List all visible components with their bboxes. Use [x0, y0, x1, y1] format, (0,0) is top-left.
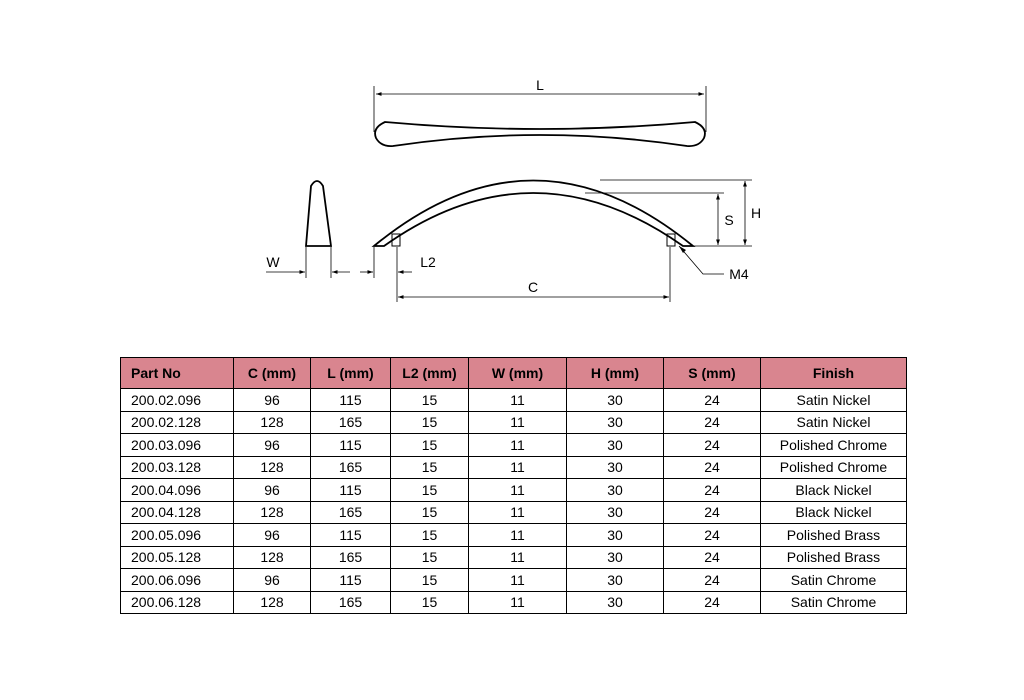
dimension-w-label: W [266, 254, 280, 270]
header-finish: Finish [761, 358, 907, 389]
dimension-l2-label: L2 [420, 254, 436, 270]
cell-c: 96 [234, 524, 311, 547]
table-row [121, 389, 907, 412]
cell-s: 24 [664, 434, 761, 457]
cell-s: 24 [664, 389, 761, 412]
cell-l: 115 [311, 479, 391, 502]
header-c: C (mm) [234, 358, 311, 389]
table-row [121, 479, 907, 502]
cell-l: 165 [311, 456, 391, 479]
cell-w: 11 [469, 434, 567, 457]
cell-l: 115 [311, 434, 391, 457]
cell-part-no: 200.05.128 [121, 546, 234, 569]
cell-s: 24 [664, 411, 761, 434]
cell-s: 24 [664, 501, 761, 524]
technical-drawing [0, 0, 1024, 340]
handle-end-view [266, 181, 350, 278]
cell-w: 11 [469, 546, 567, 569]
cell-s: 24 [664, 569, 761, 592]
handle-side-view [360, 180, 761, 302]
table-row [121, 546, 907, 569]
cell-c: 96 [234, 434, 311, 457]
table-row [121, 411, 907, 434]
cell-l2: 15 [391, 591, 469, 614]
cell-finish: Polished Brass [761, 546, 907, 569]
cell-h: 30 [567, 479, 664, 502]
cell-finish: Black Nickel [761, 501, 907, 524]
dimension-s-label: S [724, 212, 734, 228]
cell-part-no: 200.05.096 [121, 524, 234, 547]
cell-s: 24 [664, 456, 761, 479]
cell-w: 11 [469, 456, 567, 479]
cell-c: 96 [234, 389, 311, 412]
table-row [121, 501, 907, 524]
table-row [121, 524, 907, 547]
cell-l2: 15 [391, 479, 469, 502]
cell-c: 96 [234, 479, 311, 502]
cell-w: 11 [469, 389, 567, 412]
cell-finish: Satin Nickel [761, 389, 907, 412]
table-header-row [121, 358, 907, 389]
cell-l2: 15 [391, 524, 469, 547]
cell-h: 30 [567, 546, 664, 569]
cell-l2: 15 [391, 501, 469, 524]
cell-s: 24 [664, 546, 761, 569]
cell-c: 128 [234, 456, 311, 479]
cell-part-no: 200.03.128 [121, 456, 234, 479]
cell-h: 30 [567, 389, 664, 412]
cell-finish: Black Nickel [761, 479, 907, 502]
cell-s: 24 [664, 479, 761, 502]
cell-part-no: 200.03.096 [121, 434, 234, 457]
cell-part-no: 200.06.096 [121, 569, 234, 592]
cell-finish: Satin Chrome [761, 591, 907, 614]
cell-finish: Satin Chrome [761, 569, 907, 592]
cell-c: 96 [234, 569, 311, 592]
cell-l2: 15 [391, 411, 469, 434]
cell-part-no: 200.02.128 [121, 411, 234, 434]
cell-l: 165 [311, 411, 391, 434]
cell-c: 128 [234, 546, 311, 569]
cell-l: 115 [311, 569, 391, 592]
cell-l: 165 [311, 591, 391, 614]
cell-l: 115 [311, 389, 391, 412]
cell-w: 11 [469, 479, 567, 502]
cell-finish: Polished Brass [761, 524, 907, 547]
handle-top-view [374, 77, 706, 146]
cell-l: 115 [311, 524, 391, 547]
cell-h: 30 [567, 434, 664, 457]
cell-h: 30 [567, 569, 664, 592]
dimension-c-label: C [527, 279, 539, 295]
cell-part-no: 200.02.096 [121, 389, 234, 412]
table-row [121, 456, 907, 479]
specification-table [120, 357, 907, 614]
header-l2: L2 (mm) [391, 358, 469, 389]
cell-finish: Polished Chrome [761, 456, 907, 479]
cell-l2: 15 [391, 434, 469, 457]
cell-w: 11 [469, 591, 567, 614]
header-part-no: Part No [121, 358, 234, 389]
cell-h: 30 [567, 501, 664, 524]
cell-c: 128 [234, 411, 311, 434]
cell-h: 30 [567, 456, 664, 479]
table-row [121, 569, 907, 592]
cell-l2: 15 [391, 456, 469, 479]
dimension-h-label: H [750, 205, 762, 221]
header-w: W (mm) [469, 358, 567, 389]
cell-h: 30 [567, 591, 664, 614]
header-s: S (mm) [664, 358, 761, 389]
cell-s: 24 [664, 591, 761, 614]
cell-part-no: 200.06.128 [121, 591, 234, 614]
cell-part-no: 200.04.128 [121, 501, 234, 524]
cell-h: 30 [567, 524, 664, 547]
cell-l2: 15 [391, 546, 469, 569]
cell-part-no: 200.04.096 [121, 479, 234, 502]
table-row [121, 591, 907, 614]
cell-h: 30 [567, 411, 664, 434]
header-l: L (mm) [311, 358, 391, 389]
table-row [121, 434, 907, 457]
cell-l: 165 [311, 546, 391, 569]
cell-c: 128 [234, 501, 311, 524]
cell-w: 11 [469, 411, 567, 434]
cell-l2: 15 [391, 569, 469, 592]
header-h: H (mm) [567, 358, 664, 389]
dimension-l-label: L [536, 77, 544, 93]
cell-w: 11 [469, 569, 567, 592]
thread-m4-label: M4 [729, 266, 749, 282]
cell-c: 128 [234, 591, 311, 614]
cell-w: 11 [469, 501, 567, 524]
cell-finish: Satin Nickel [761, 411, 907, 434]
cell-w: 11 [469, 524, 567, 547]
cell-l2: 15 [391, 389, 469, 412]
cell-s: 24 [664, 524, 761, 547]
cell-finish: Polished Chrome [761, 434, 907, 457]
cell-l: 165 [311, 501, 391, 524]
